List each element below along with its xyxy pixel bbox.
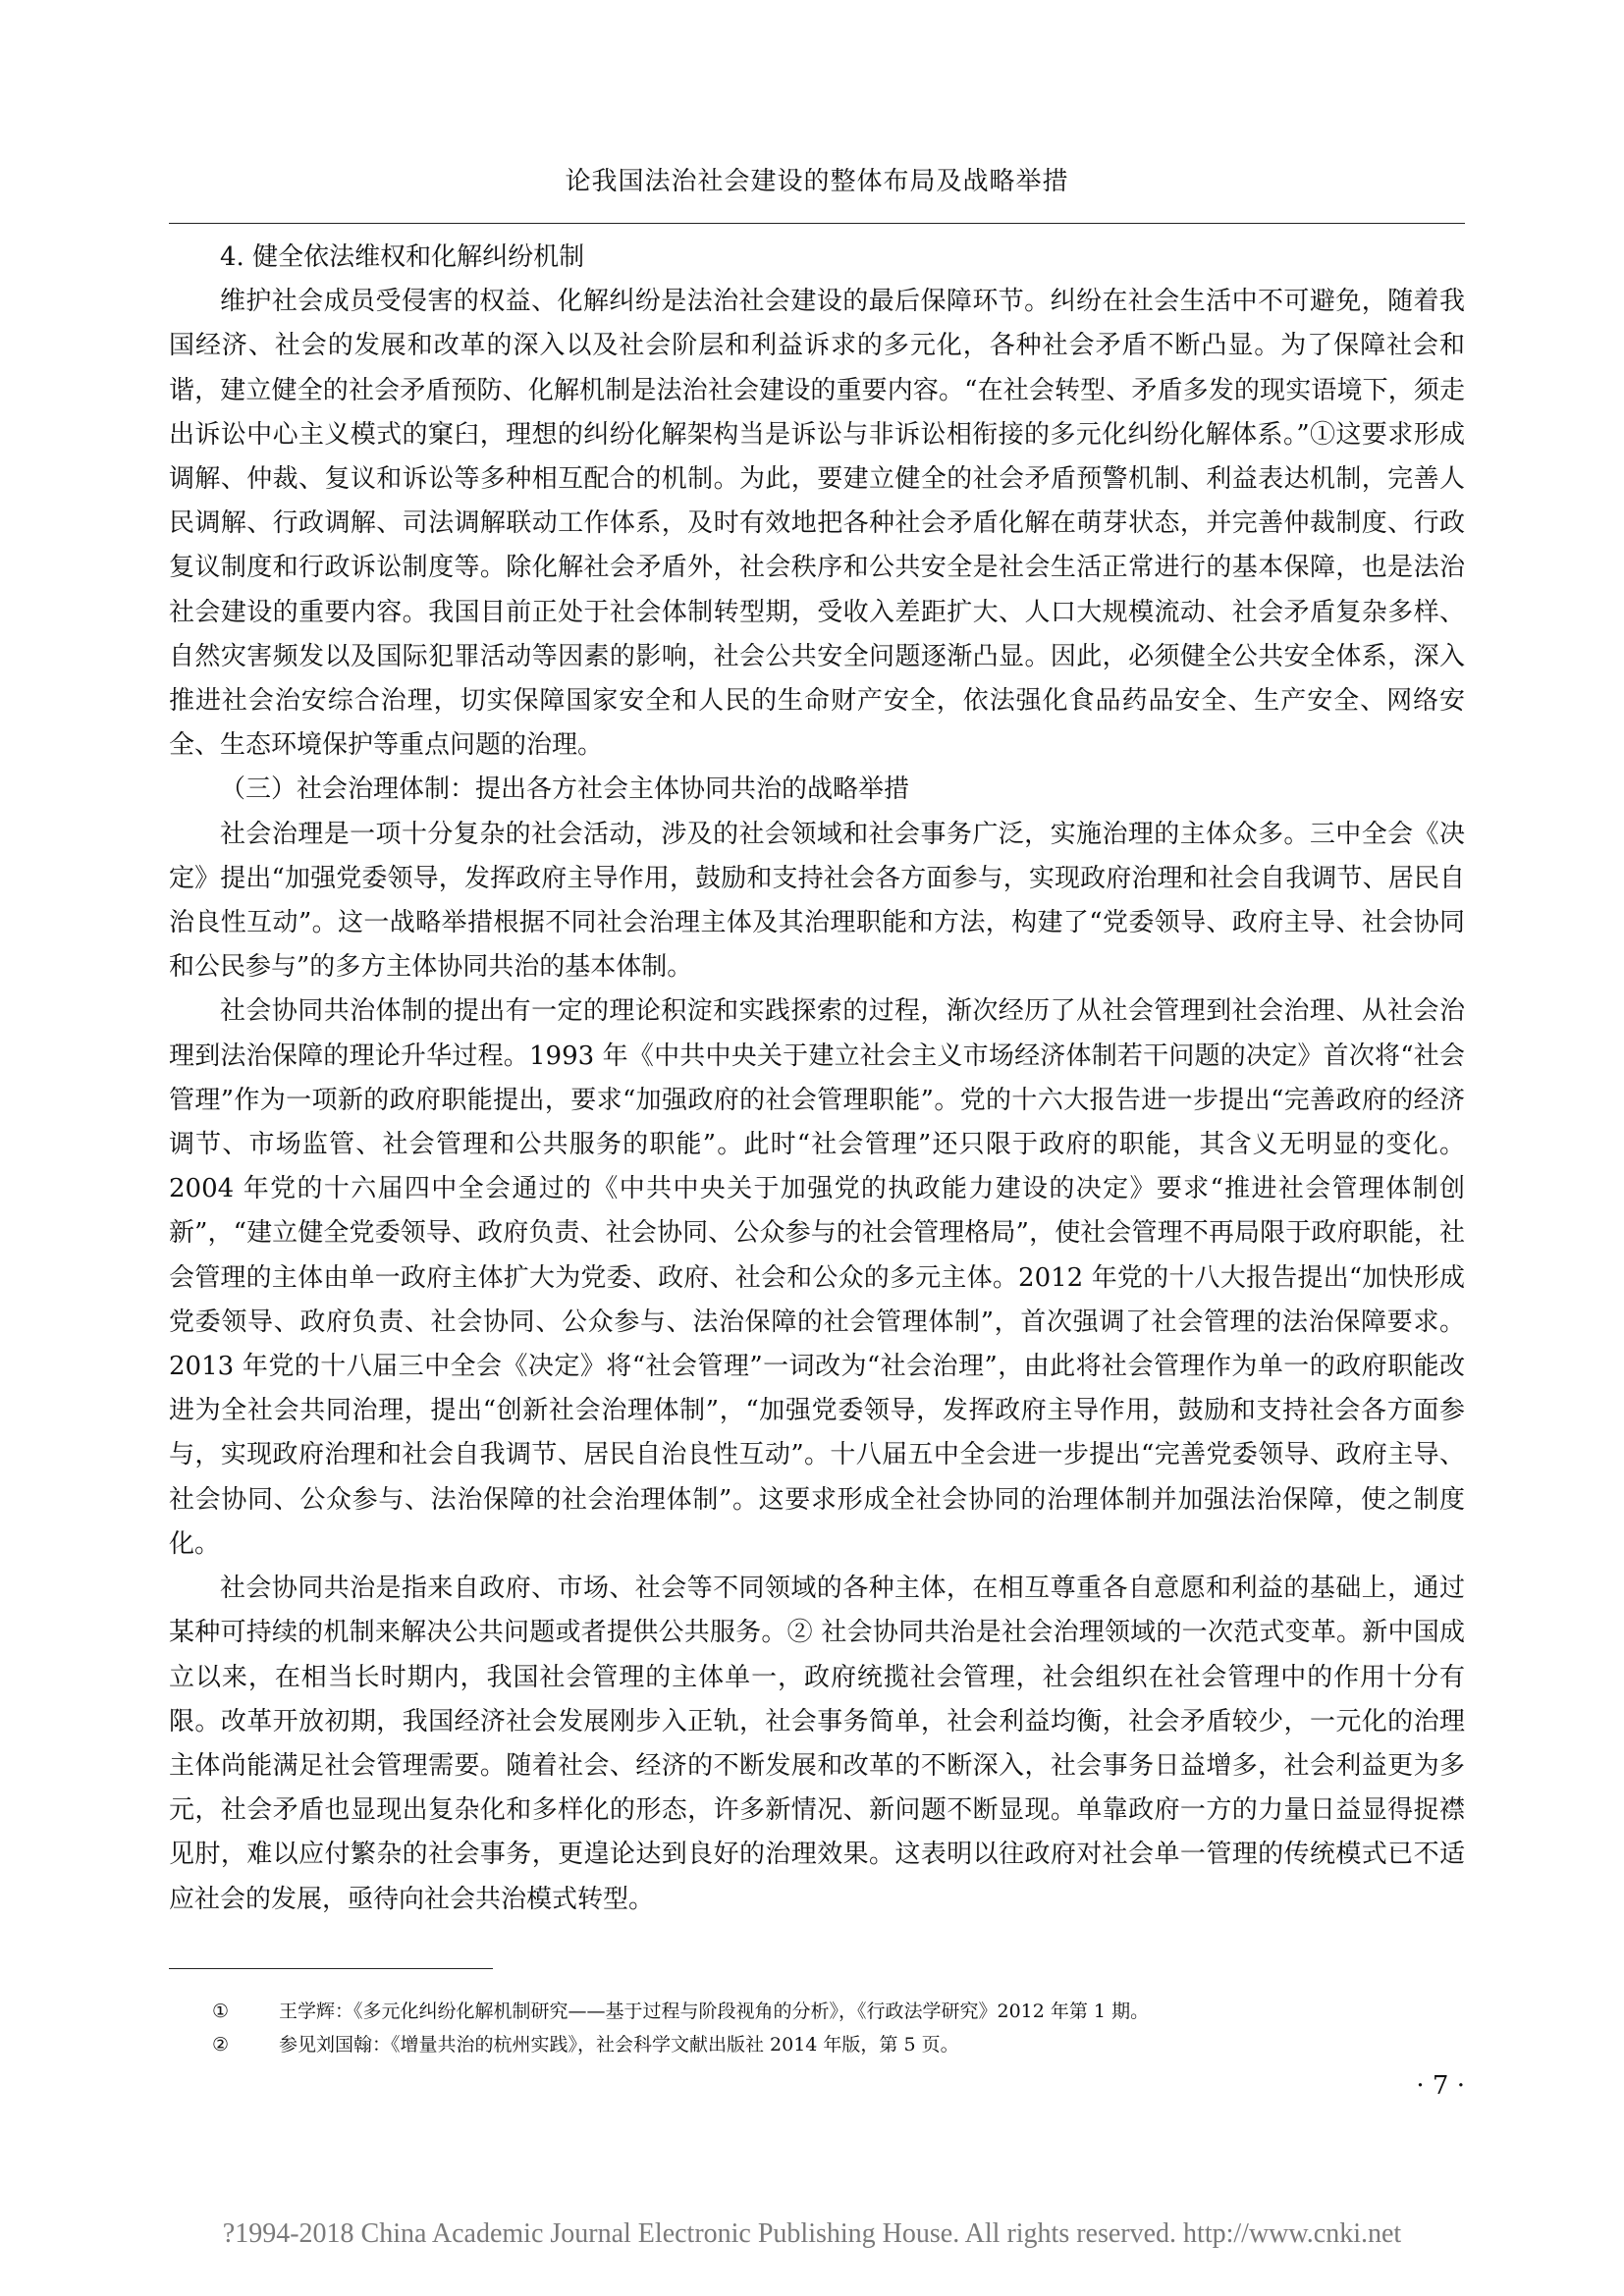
copyright-notice: ?1994-2018 China Academic Journal Electronic Publishing House. All rights reserved. http://www.cnki.net: [222, 2218, 1402, 2249]
page-number: · 7 ·: [1416, 2071, 1465, 2101]
footnote-text: 参见刘国翰：《增量共治的杭州实践》，社会科学文献出版社 2014 年版，第 5 页。: [279, 2034, 959, 2056]
footnote-rule: [169, 1968, 493, 1969]
section-heading: （三）社会治理体制：提出各方社会主体协同共治的战略举措: [220, 774, 910, 805]
header-rule: [169, 223, 1465, 224]
body-paragraph: 社会协同共治是指来自政府、市场、社会等不同领域的各种主体，在相互尊重各自意愿和利益的基础上，通过某种可持续的机制来解决公共问题或者提供公共服务。② 社会协同共治是社会治理领域的一次范式变革。新中国成立以来，在相当长时期内，我国社会管理的主体单一，政府统揽社会管理，社会组织在社会管理中的作用十分有限。改革开放初期，我国经济社会发展刚步入正轨，社会事务简单，社会利益均衡，社会矛盾较少，一元化的治理主体尚能满足社会管理需要。随着社会、经济的不断发展和改革的不断深入，社会事务日益增多，社会利益更为多元，社会矛盾也显现出复杂化和多样化的形态，许多新情况、新问题不断显现。单靠政府一方的力量日益显得捉襟见肘，难以应付繁杂的社会事务，更遑论达到良好的治理效果。这表明以往政府对社会单一管理的传统模式已不适应社会的发展，亟待向社会共治模式转型。: [169, 1574, 1465, 1914]
footnote: [169, 1995, 1465, 2028]
footnote-mark: ①: [212, 2001, 230, 2022]
footnote-text: 王学辉：《多元化纠纷化解机制研究——基于过程与阶段视角的分析》，《行政法学研究》2012 年第 1 期。: [279, 2001, 1150, 2022]
body-paragraph: 维护社会成员受侵害的权益、化解纠纷是法治社会建设的最后保障环节。纠纷在社会生活中不可避免，随着我国经济、社会的发展和改革的深入以及社会阶层和利益诉求的多元化，各种社会矛盾不断凸显。为了保障社会和谐，建立健全的社会矛盾预防、化解机制是法治社会建设的重要内容。“在社会转型、矛盾多发的现实语境下，须走出诉讼中心主义模式的窠臼，理想的纠纷化解架构当是诉讼与非诉讼相衔接的多元化纠纷化解体系。”①这要求形成调解、仲裁、复议和诉讼等多种相互配合的机制。为此，要建立健全的社会矛盾预警机制、利益表达机制，完善人民调解、行政调解、司法调解联动工作体系，及时有效地把各种社会矛盾化解在萌芽状态，并完善仲裁制度、行政复议制度和行政诉讼制度等。除化解社会矛盾外，社会秩序和公共安全是社会生活正常进行的基本保障，也是法治社会建设的重要内容。我国目前正处于社会体制转型期，受收入差距扩大、人口大规模流动、社会矛盾复杂多样、自然灾害频发以及国际犯罪活动等因素的影响，社会公共安全问题逐渐凸显。因此，必须健全公共安全体系，深入推进社会治安综合治理，切实保障国家安全和人民的生命财产安全，依法强化食品药品安全、生产安全、网络安全、生态环境保护等重点问题的治理。: [169, 287, 1465, 761]
footnotes: [169, 1995, 1465, 2061]
footnote: [169, 2028, 1465, 2061]
section-heading: 4. 健全依法维权和化解纠纷机制: [220, 242, 585, 272]
footnote-mark: ②: [212, 2034, 230, 2056]
body-paragraph: 社会协同共治体制的提出有一定的理论积淀和实践探索的过程，渐次经历了从社会管理到社会治理、从社会治理到法治保障的理论升华过程。1993 年《中共中央关于建立社会主义市场经济体制若干问题的决定》首次将“社会管理”作为一项新的政府职能提出，要求“加强政府的社会管理职能”。党的十六大报告进一步提出“完善政府的经济调节、市场监管、社会管理和公共服务的职能”。此时“社会管理”还只限于政府的职能，其含义无明显的变化。2004 年党的十六届四中全会通过的《中共中央关于加强党的执政能力建设的决定》要求“推进社会管理体制创新”，“建立健全党委领导、政府负责、社会协同、公众参与的社会管理格局”，使社会管理不再局限于政府职能，社会管理的主体由单一政府主体扩大为党委、政府、社会和公众的多元主体。2012 年党的十八大报告提出“加快形成党委领导、政府负责、社会协同、公众参与、法治保障的社会管理体制”，首次强调了社会管理的法治保障要求。2013 年党的十八届三中全会《决定》将“社会管理”一词改为“社会治理”，由此将社会管理作为单一的政府职能改进为全社会共同治理，提出“创新社会治理体制”，“加强党委领导，发挥政府主导作用，鼓励和支持社会各方面参与，实现政府治理和社会自我调节、居民自治良性互动”。十八届五中全会进一步提出“完善党委领导、政府主导、社会协同、公众参与、法治保障的社会治理体制”。这要求形成全社会协同的治理体制并加强法治保障，使之制度化。: [169, 996, 1465, 1559]
article-body: [169, 236, 1465, 1922]
body-paragraph: 社会治理是一项十分复杂的社会活动，涉及的社会领域和社会事务广泛，实施治理的主体众多。三中全会《决定》提出“加强党委领导，发挥政府主导作用，鼓励和支持社会各方面参与，实现政府治理和社会自我调节、居民自治良性互动”。这一战略举措根据不同社会治理主体及其治理职能和方法，构建了“党委领导、政府主导、社会协同和公民参与”的多方主体协同共治的基本体制。: [169, 819, 1465, 983]
running-head: 论我国法治社会建设的整体布局及战略举措: [565, 167, 1069, 196]
